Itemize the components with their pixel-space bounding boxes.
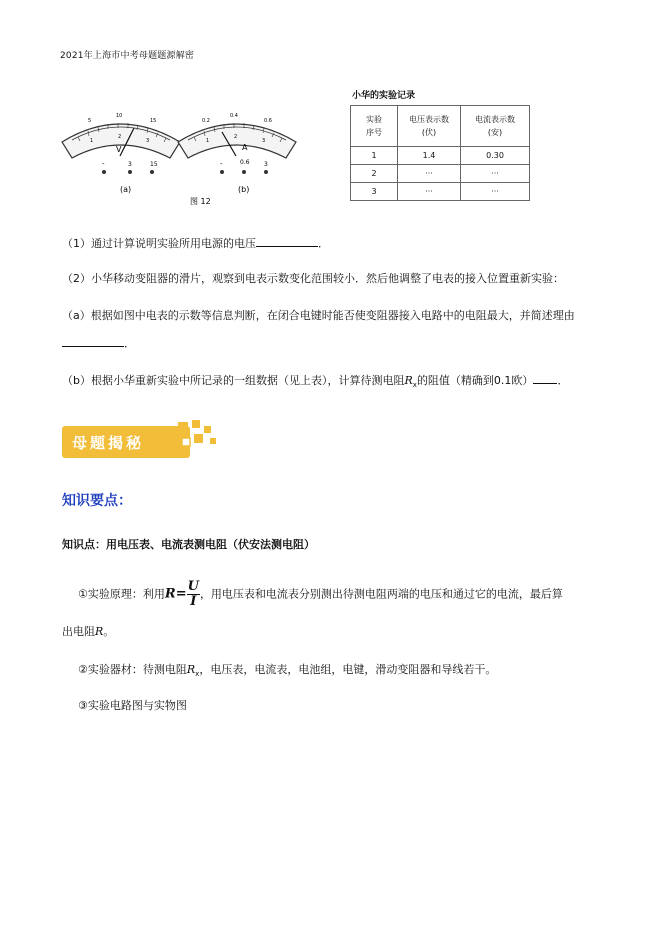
- ammeter-terminal: -: [220, 160, 223, 168]
- ammeter-inner-label: 3: [262, 138, 266, 144]
- meter-figure: [58, 110, 298, 210]
- record-table-block: [350, 88, 530, 201]
- table-header-cell: 电流表示数 (安): [461, 106, 530, 147]
- record-table-title: 小华的实验记录: [352, 91, 416, 101]
- ammeter-inner-label: 2: [234, 134, 238, 140]
- voltmeter-inner-label: 3: [146, 138, 150, 144]
- voltmeter-tick-label: 10: [116, 113, 123, 119]
- question-a: （a）根据如图中电表的示数等信息判断，在闭合电键时能否使变阻器接入电路中的电阻最大，并简述理由: [62, 309, 575, 322]
- voltmeter-inner-label: 2: [118, 134, 122, 140]
- principle-line: ①实验原理：利用R= $\frac{U}{I}$ ，用电压表和电流表分别测出待测电阻两端的电压和通过它的电流，最后算: [78, 579, 563, 609]
- question-2: （2）小华移动变阻器的滑片，观察到电表示数变化范围较小．然后他调整了电表的接入位置重新实验：: [62, 272, 564, 285]
- voltmeter-terminal: -: [102, 160, 105, 168]
- voltmeter-tick-label: 15: [150, 118, 157, 124]
- ammeter-tick-label: 0.6: [264, 118, 272, 124]
- table-cell: ···: [461, 165, 530, 183]
- principle-continuation: 出电阻R。: [62, 625, 115, 638]
- ammeter-tick-label: 0.4: [230, 113, 238, 119]
- table-row: [351, 165, 530, 183]
- table-cell: 0.30: [461, 147, 530, 165]
- table-row: [351, 147, 530, 165]
- question-b: （b）根据小华重新实验中所记录的一组数据（见上表），计算待测电阻$R_x$的阻值（精确到0.1欧） ．: [62, 371, 568, 393]
- section-title: 知识要点：: [62, 493, 132, 509]
- voltmeter-a: [62, 113, 180, 194]
- equipment-line: ②实验器材：待测电阻$R_x$，电压表，电流表，电池组，电键，滑动变阻器和导线若干。: [78, 663, 497, 679]
- meter-b-label: (b): [238, 185, 250, 194]
- table-header-row: [351, 106, 530, 147]
- record-table: [350, 105, 530, 201]
- table-header-cell: 实验 序号: [351, 106, 398, 147]
- meter-a-label: (a): [120, 185, 132, 194]
- table-header-cell: 电压表示数 (伏): [398, 106, 461, 147]
- table-cell: ···: [461, 183, 530, 201]
- ammeter-b: [178, 113, 296, 194]
- voltmeter-terminal: 3: [128, 161, 132, 168]
- voltmeter-terminal: 15: [150, 161, 158, 168]
- table-cell: 3: [351, 183, 398, 201]
- question-a-blank-line: ．: [62, 334, 135, 352]
- formula-fraction: $\frac{U}{I}$: [187, 579, 199, 609]
- mother-question-banner: [62, 416, 222, 462]
- answer-blank: [533, 371, 557, 384]
- knowledge-point-title: 知识点：用电压表、电流表测电阻（伏安法测电阻）: [62, 538, 315, 551]
- table-cell: 2: [351, 165, 398, 183]
- figure-caption: 图 12: [190, 197, 211, 206]
- table-row: [351, 183, 530, 201]
- voltmeter-tick-label: 5: [88, 118, 92, 124]
- question-1: （1）通过计算说明实验所用电源的电压 ．: [62, 234, 329, 252]
- ammeter-terminal: 3: [264, 161, 268, 168]
- answer-blank: [62, 334, 124, 347]
- banner-text: 母题揭秘: [72, 434, 145, 452]
- decorative-squares-icon: [174, 416, 222, 462]
- document-header: 2021年上海市中考母题题源解密: [60, 51, 195, 61]
- voltmeter-inner-label: 1: [90, 138, 94, 144]
- ammeter-unit: A: [242, 143, 248, 152]
- ammeter-terminal: 0.6: [240, 159, 250, 166]
- table-cell: ···: [398, 183, 461, 201]
- diagram-line: ③实验电路图与实物图: [78, 699, 187, 712]
- ammeter-inner-label: 1: [206, 138, 210, 144]
- answer-blank: [256, 234, 318, 247]
- table-cell: 1: [351, 147, 398, 165]
- meters-svg: [58, 110, 298, 210]
- ammeter-tick-label: 0.2: [202, 118, 210, 124]
- table-cell: ···: [398, 165, 461, 183]
- voltmeter-unit: V: [116, 145, 122, 154]
- table-cell: 1.4: [398, 147, 461, 165]
